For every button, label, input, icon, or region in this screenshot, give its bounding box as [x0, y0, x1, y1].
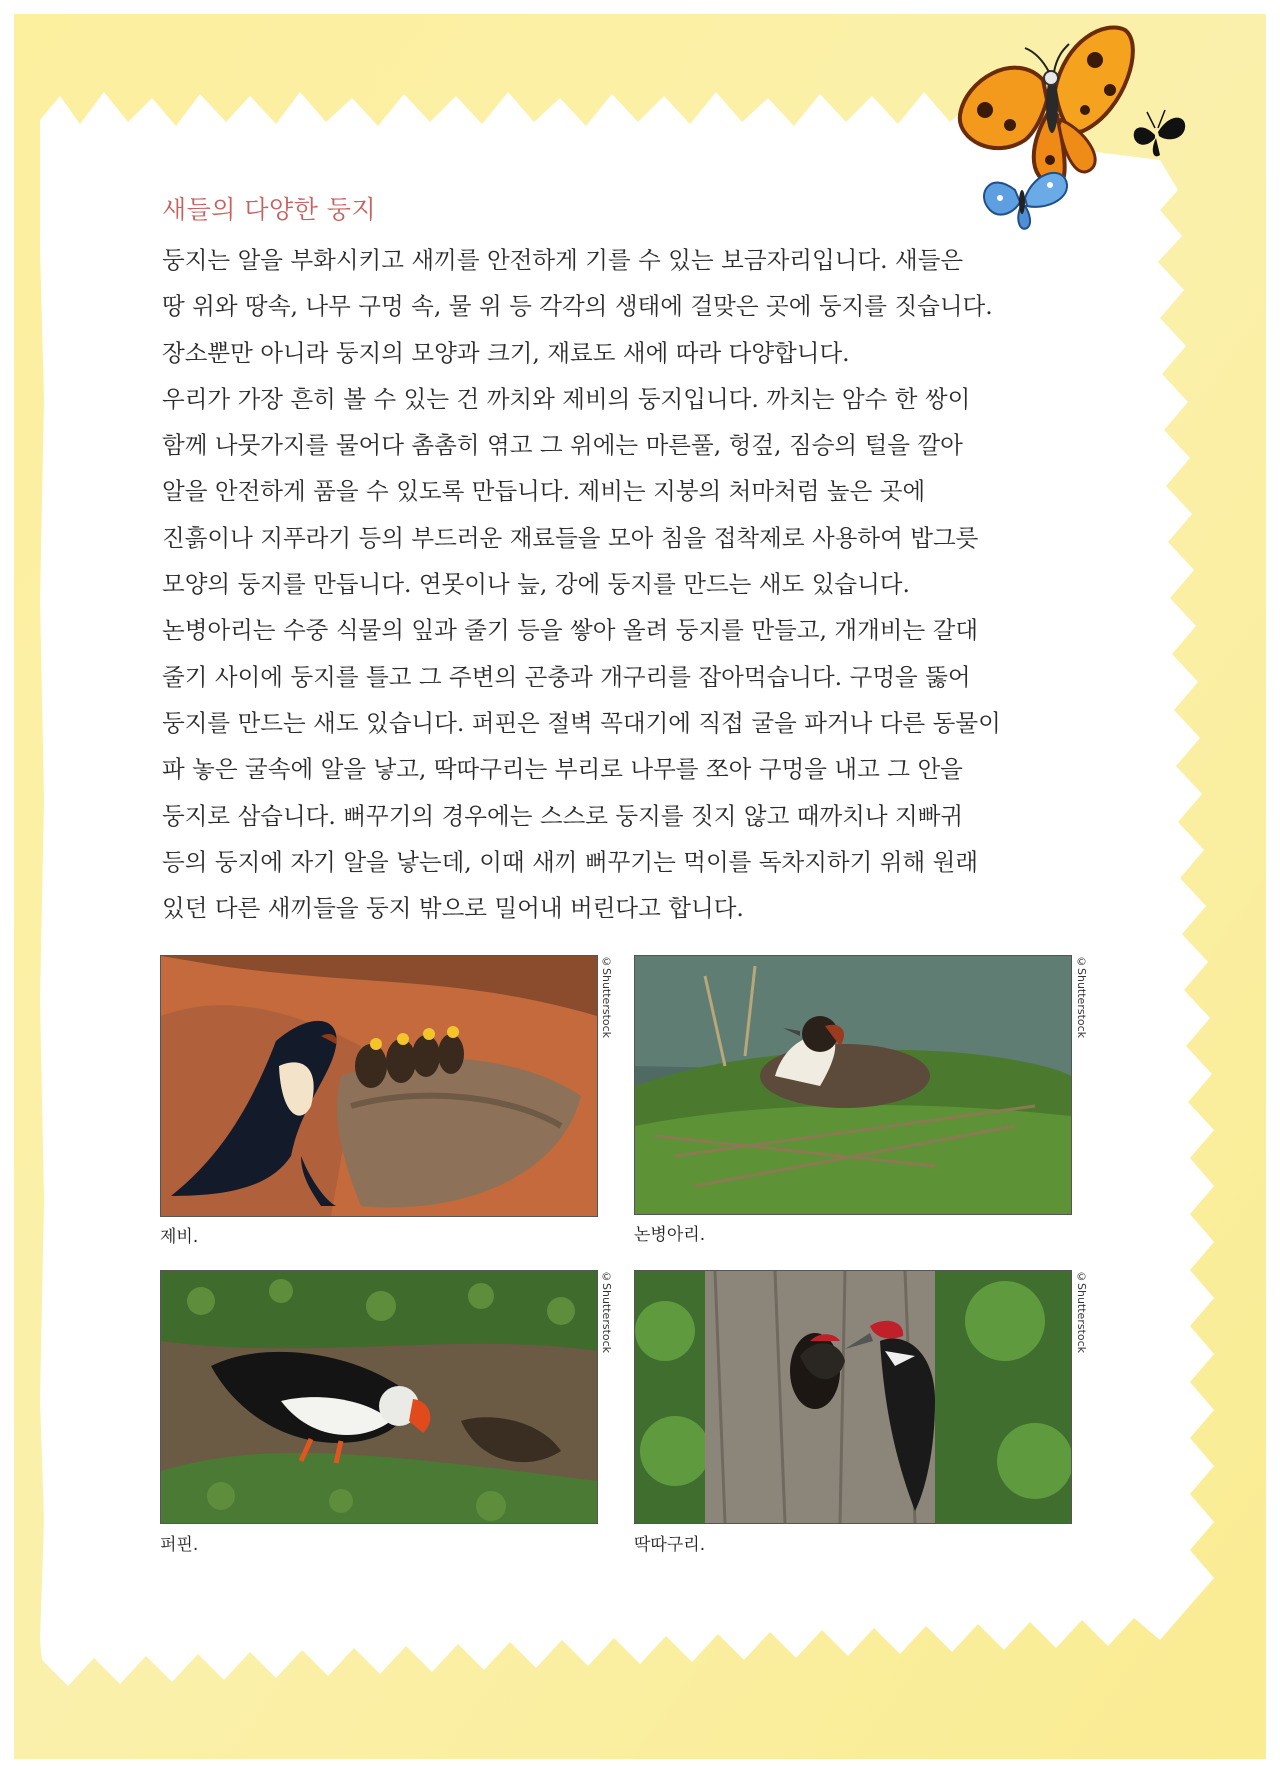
text-line: 줄기 사이에 둥지를 틀고 그 주변의 곤충과 개구리를 잡아먹습니다. 구멍을 뚫어	[162, 662, 971, 691]
text-line: 우리가 가장 흔히 볼 수 있는 건 까치와 제비의 둥지입니다. 까치는 암수 한 쌍이	[162, 384, 971, 413]
grebe-photo	[634, 955, 1072, 1215]
butterflies-illustration	[955, 20, 1205, 240]
body-paragraph	[162, 237, 1062, 931]
text-line: 있던 다른 새끼들을 둥지 밖으로 밀어내 버린다고 합니다.	[162, 894, 744, 923]
puffin-photo	[160, 1270, 598, 1524]
blue-butterfly-icon	[984, 173, 1067, 229]
photo-caption: 퍼핀.	[160, 1535, 199, 1555]
text-line: 함께 나뭇가지를 물어다 촘촘히 엮고 그 위에는 마른풀, 헝겊, 짐승의 털을 깔아	[162, 431, 963, 460]
photo-credit: ©Shutterstock	[1075, 1270, 1088, 1354]
text-line: 땅 위와 땅속, 나무 구멍 속, 물 위 등 각각의 생태에 걸맞은 곳에 둥지를 짓습니다.	[162, 292, 993, 321]
text-line: 둥지는 알을 부화시키고 새끼를 안전하게 기를 수 있는 보금자리입니다. 새들은	[162, 246, 964, 274]
swallow-photo	[160, 955, 598, 1217]
photo-credit: ©Shutterstock	[600, 1270, 613, 1354]
text-line: 진흙이나 지푸라기 등의 부드러운 재료들을 모아 침을 접착제로 사용하여 밥그릇	[162, 523, 979, 552]
photo-caption: 제비.	[160, 1227, 199, 1247]
section-title: 새들의 다양한 둥지	[162, 195, 377, 224]
text-line: 논병아리는 수중 식물의 잎과 줄기 등을 쌓아 올려 둥지를 만들고, 개개비는 갈대	[162, 616, 979, 645]
woodpecker-photo	[634, 1270, 1072, 1524]
photo-credit: ©Shutterstock	[1075, 955, 1088, 1039]
orange-butterfly-icon	[960, 28, 1133, 186]
photo-caption: 딱따구리.	[634, 1535, 706, 1555]
photo-credit: ©Shutterstock	[600, 955, 613, 1039]
text-line: 등의 둥지에 자기 알을 낳는데, 이때 새끼 뻐꾸기는 먹이를 독차지하기 위해 원래	[162, 847, 979, 876]
text-line: 둥지로 삼습니다. 뻐꾸기의 경우에는 스스로 둥지를 짓지 않고 때까치나 지빠귀	[162, 801, 964, 830]
photo-caption: 논병아리.	[634, 1225, 706, 1245]
text-line: 모양의 둥지를 만듭니다. 연못이나 늪, 강에 둥지를 만드는 새도 있습니다.	[162, 570, 910, 599]
text-line: 장소뿐만 아니라 둥지의 모양과 크기, 재료도 새에 따라 다양합니다.	[162, 338, 850, 367]
black-butterfly-icon	[1134, 110, 1185, 156]
text-line: 파 놓은 굴속에 알을 낳고, 딱따구리는 부리로 나무를 쪼아 구멍을 내고 그 안을	[162, 755, 963, 784]
text-line: 둥지를 만드는 새도 있습니다. 퍼핀은 절벽 꼭대기에 직접 굴을 파거나 다른 동물이	[162, 708, 1001, 737]
text-line: 알을 안전하게 품을 수 있도록 만듭니다. 제비는 지붕의 처마처럼 높은 곳에	[162, 477, 926, 506]
